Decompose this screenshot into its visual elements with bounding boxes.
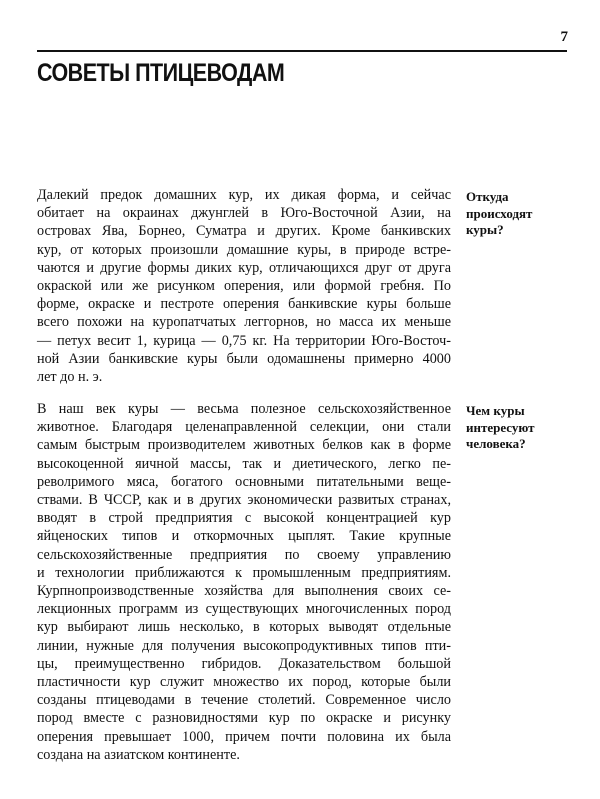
- text-line: создана на азиатском континенте.: [37, 746, 240, 763]
- section-origin: [37, 186, 572, 386]
- side-heading-line: происходят: [466, 205, 533, 221]
- text-line: кур, от которых произошли домашние куры, в природе встре-: [37, 241, 451, 258]
- text-line: сельскохозяйственные предприятия по своему управлению: [37, 546, 451, 563]
- text-line: лет до н. э.: [37, 369, 103, 386]
- text-line: цы, преимущественно гибридов. Доказательством большой: [37, 655, 451, 672]
- side-heading-line: человека?: [466, 436, 526, 451]
- text-line: оперения превышает 1000, причем почти половина их была: [37, 728, 451, 745]
- text-line: чаются и другие формы диких кур, отличающихся друг от друга: [37, 259, 451, 276]
- text-line: Далекий предок домашних кур, их дикая форма, и сейчас: [37, 187, 451, 203]
- text-line: В наш век куры — весьма полезное сельскохозяйственное: [37, 401, 451, 417]
- section-interest-body: [37, 400, 451, 764]
- header-rule: [37, 50, 567, 52]
- text-line: островах Ява, Борнео, Суматра и других. Кроме банкивских: [37, 223, 451, 240]
- text-line: пластичности кур служит множество их пород, которые были: [37, 674, 451, 691]
- text-line: ствами. В ЧССР, как и в других экономически развитых странах,: [37, 492, 451, 509]
- text-line: кур выбирают лишь несколько, в которых выводят отдельные: [37, 619, 451, 636]
- page-title: СОВЕТЫ ПТИЦЕВОДАМ: [37, 59, 285, 87]
- text-line: пород вместе с разновидностями кур по окраске и рисунку: [37, 710, 451, 727]
- side-heading-line: интересуют: [466, 419, 535, 435]
- text-line: лекционных программ из существующих многочисленных пород: [37, 601, 451, 618]
- text-line: животное. Благодаря целенаправленной селекции, они стали: [37, 419, 451, 436]
- text-line: и технологии приближаются к промышленным предприятиям.: [37, 564, 451, 581]
- side-heading-line: куры?: [466, 222, 504, 237]
- side-heading-line: Чем куры: [466, 403, 525, 418]
- text-line: вводят в строй предприятия с высокой концентрацией кур: [37, 510, 451, 527]
- side-heading-origin: [466, 189, 576, 239]
- text-line: Курпнопроизводственные хозяйства для выполнения своих се-: [37, 583, 451, 600]
- section-interest: [37, 400, 572, 764]
- text-line: — петух весит 1, курица — 0,75 кг. На территории Юго-Восточ-: [37, 332, 451, 349]
- text-line: яйценоских типов и откормочных цыплят. Такие крупные: [37, 528, 451, 545]
- page-number: 7: [560, 29, 568, 45]
- text-line: ной Азии банкивские куры были одомашнены примерно 4000: [37, 350, 451, 367]
- text-line: созданы птицеводами в течение столетий. Современное число: [37, 692, 451, 709]
- text-line: самым быстрым производителем животных белков как в форме: [37, 437, 451, 454]
- side-heading-interest: [466, 403, 576, 453]
- text-line: линии, нужные для получения высокопродуктивных типов пти-: [37, 637, 451, 654]
- text-line: форме, окраске и пестроте оперения банкивские куры больше: [37, 296, 451, 313]
- side-heading-line: Откуда: [466, 189, 509, 204]
- text-line: обитает на окраинах джунглей в Юго-Восточной Азии, на: [37, 205, 451, 222]
- text-line: высокоценной яичной массы, так и диетического, легко пе-: [37, 455, 451, 472]
- text-line: всего похожи на куропатчатых леггорнов, но масса их меньше: [37, 314, 451, 331]
- section-origin-body: [37, 186, 451, 386]
- text-line: окраской или же рисунком оперения, или формой гребня. По: [37, 278, 451, 295]
- text-line: револримого мяса, богатого основными питательными веще-: [37, 473, 451, 490]
